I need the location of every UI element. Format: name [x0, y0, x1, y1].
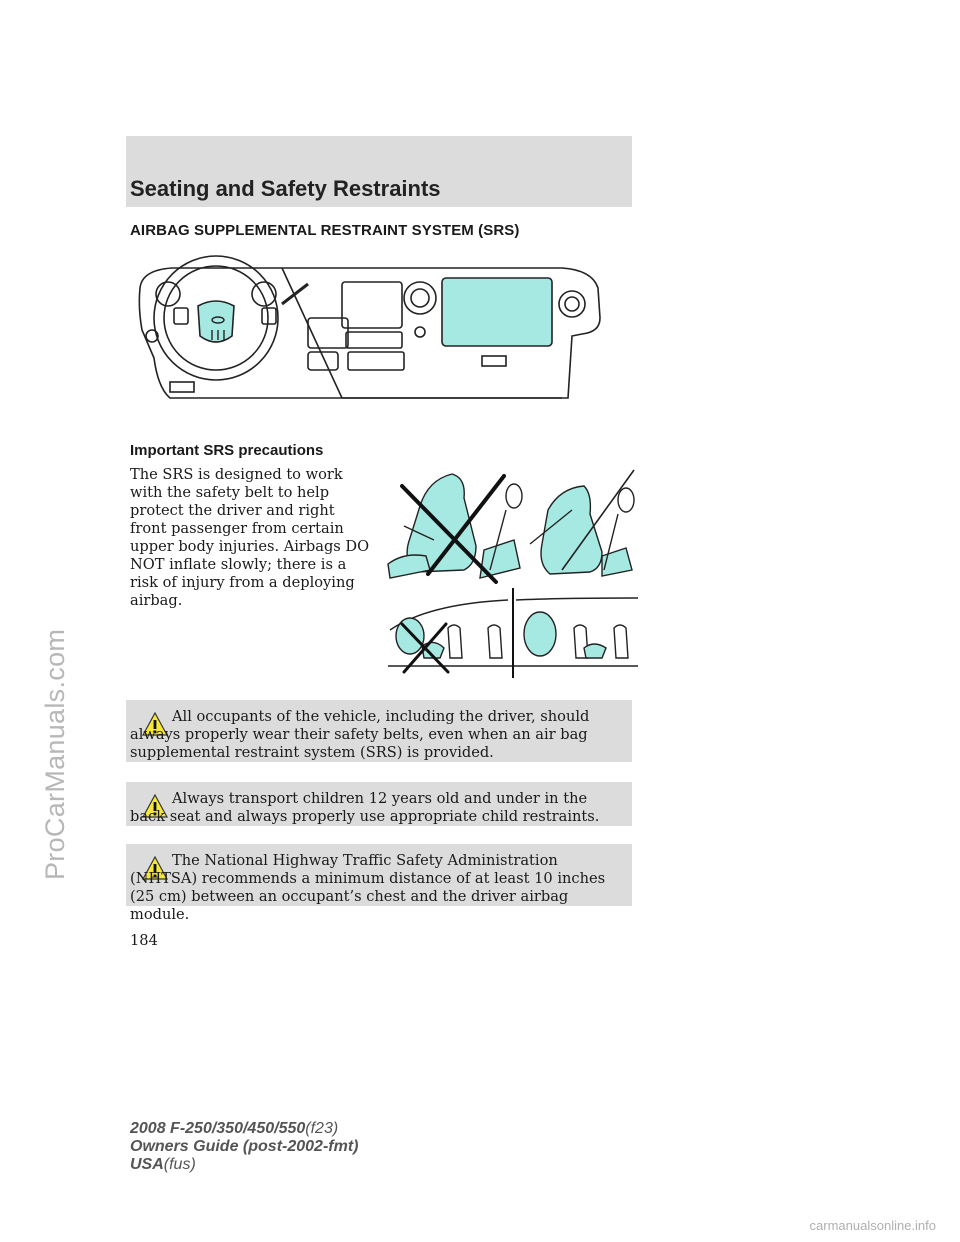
chapter-header	[126, 136, 632, 207]
precautions-title: Important SRS precautions	[130, 442, 324, 459]
warning-text: The National Highway Traffic Safety Administration (NHTSA) recommends a minimum distance of at least 10 inches (25 cm) between an occupant’s chest and the driver airbag module.	[130, 852, 606, 923]
footer-market-code: (fus)	[163, 1156, 196, 1173]
occupant-position-illustration	[380, 460, 640, 585]
page-number: 184	[130, 932, 158, 949]
warning-box	[126, 700, 632, 762]
dashboard-airbag-illustration	[132, 248, 608, 418]
child-seat-position-illustration	[388, 588, 638, 678]
chapter-title: Seating and Safety Restraints	[130, 176, 441, 201]
footer-model-code: (f23)	[305, 1120, 339, 1137]
section-title: AIRBAG SUPPLEMENTAL RESTRAINT SYSTEM (SRS)	[130, 222, 520, 239]
footer-model: 2008 F-250/350/450/550	[130, 1120, 306, 1137]
footer-market: USA	[130, 1156, 164, 1173]
watermark-text: ProCarManuals.com	[40, 628, 70, 880]
warning-text: All occupants of the vehicle, including the driver, should always properly wear their safety belts, even when an air bag supplemental restraint system (SRS) is provided.	[130, 708, 590, 761]
precautions-body: The SRS is designed to work with the safety belt to help protect the driver and right front passenger from certain upper body injuries. Airbags DO NOT inflate slowly; there is a risk of injury from a deploying airbag.	[130, 466, 370, 609]
warning-box	[126, 782, 632, 826]
footer-guide: Owners Guide (post-2002-fmt)	[130, 1138, 359, 1155]
warning-box	[126, 844, 632, 923]
document-footer	[130, 1120, 358, 1174]
warning-text: Always transport children 12 years old and under in the back seat and always properly use appropriate child restraints.	[130, 790, 600, 825]
footer-site-link[interactable]: carmanualsonline.info	[809, 1218, 936, 1233]
site-watermark	[0, 0, 70, 1242]
